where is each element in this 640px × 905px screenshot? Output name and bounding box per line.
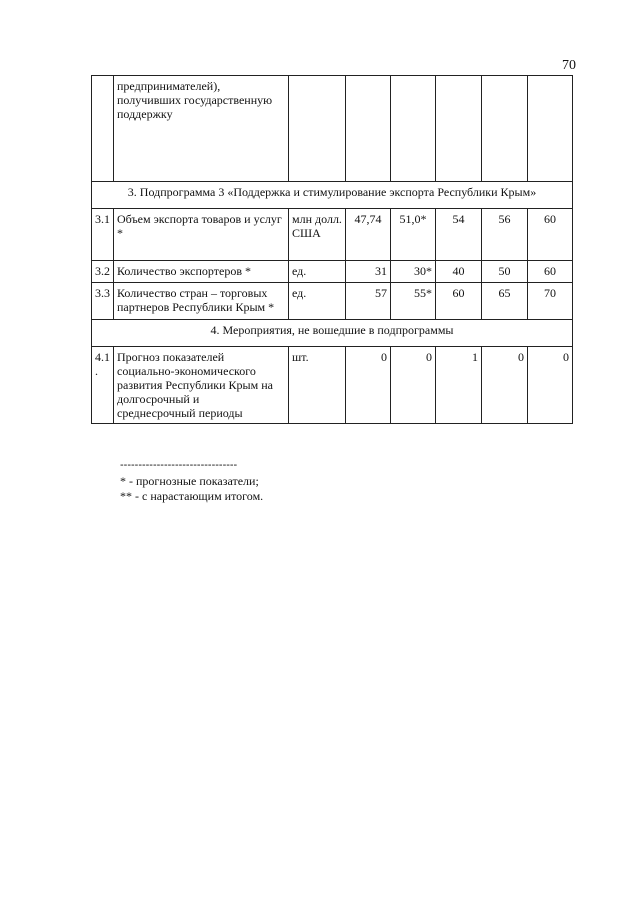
row-id: 3.1 — [92, 209, 114, 261]
value-cell: 47,74 — [346, 209, 391, 261]
indicator-name-line: Прогноз показателей — [117, 350, 225, 364]
value-cell: 57 — [346, 283, 391, 320]
footnote-forecast: * - прогнозные показатели; — [120, 474, 259, 488]
indicators-table — [91, 75, 573, 424]
value-cell — [528, 76, 573, 182]
row-id: 3.2 — [92, 261, 114, 283]
value-cell: 65 — [482, 283, 528, 320]
table-row — [92, 209, 573, 261]
indicator-name: Объем экспорта товаров и услуг * — [114, 209, 289, 261]
value-cell: 0 — [528, 347, 573, 424]
section-row — [92, 320, 573, 347]
value-cell: 60 — [436, 283, 482, 320]
indicator-name — [114, 347, 289, 424]
section-row — [92, 182, 573, 209]
value-cell — [482, 76, 528, 182]
value-cell — [391, 76, 436, 182]
indicator-name: Количество экспортеров * — [114, 261, 289, 283]
table-row — [92, 347, 573, 424]
value-cell: 30* — [391, 261, 436, 283]
value-cell: 60 — [528, 209, 573, 261]
value-cell: 31 — [346, 261, 391, 283]
value-cell: 55* — [391, 283, 436, 320]
unit-cell: шт. — [289, 347, 346, 424]
value-cell — [436, 76, 482, 182]
table-row — [92, 261, 573, 283]
value-cell: 1 — [436, 347, 482, 424]
value-cell: 0 — [346, 347, 391, 424]
indicator-name-line: среднесрочный периоды — [117, 406, 243, 420]
value-cell: 56 — [482, 209, 528, 261]
row-id — [92, 76, 114, 182]
table-row — [92, 283, 573, 320]
value-cell: 40 — [436, 261, 482, 283]
unit-cell — [289, 76, 346, 182]
value-cell: 60 — [528, 261, 573, 283]
value-cell: 50 — [482, 261, 528, 283]
value-cell: 70 — [528, 283, 573, 320]
indicator-name: Количество стран – торговых партнеров Республики Крым * — [114, 283, 289, 320]
value-cell: 51,0* — [391, 209, 436, 261]
unit-cell: ед. — [289, 283, 346, 320]
row-id: 4.1 . — [92, 347, 114, 424]
indicator-name-line: социально-экономического развития Республики Крым на — [117, 364, 273, 392]
indicator-name-line: долгосрочный и — [117, 392, 200, 406]
value-cell: 0 — [391, 347, 436, 424]
value-cell: 0 — [482, 347, 528, 424]
value-cell — [346, 76, 391, 182]
section-title-3: 3. Подпрограмма 3 «Поддержка и стимулирование экспорта Республики Крым» — [92, 182, 573, 209]
unit-cell: ед. — [289, 261, 346, 283]
value-cell: 54 — [436, 209, 482, 261]
indicator-name: предпринимателей), получивших государственную поддержку — [114, 76, 289, 182]
section-title-4: 4. Мероприятия, не вошедшие в подпрограммы — [92, 320, 573, 347]
table-row — [92, 76, 573, 182]
page-number: 70 — [562, 58, 576, 73]
row-id: 3.3 — [92, 283, 114, 320]
unit-cell: млн долл. США — [289, 209, 346, 261]
footnote-separator: -------------------------------- — [120, 459, 238, 471]
footnote-cumulative: ** - с нарастающим итогом. — [120, 489, 264, 503]
